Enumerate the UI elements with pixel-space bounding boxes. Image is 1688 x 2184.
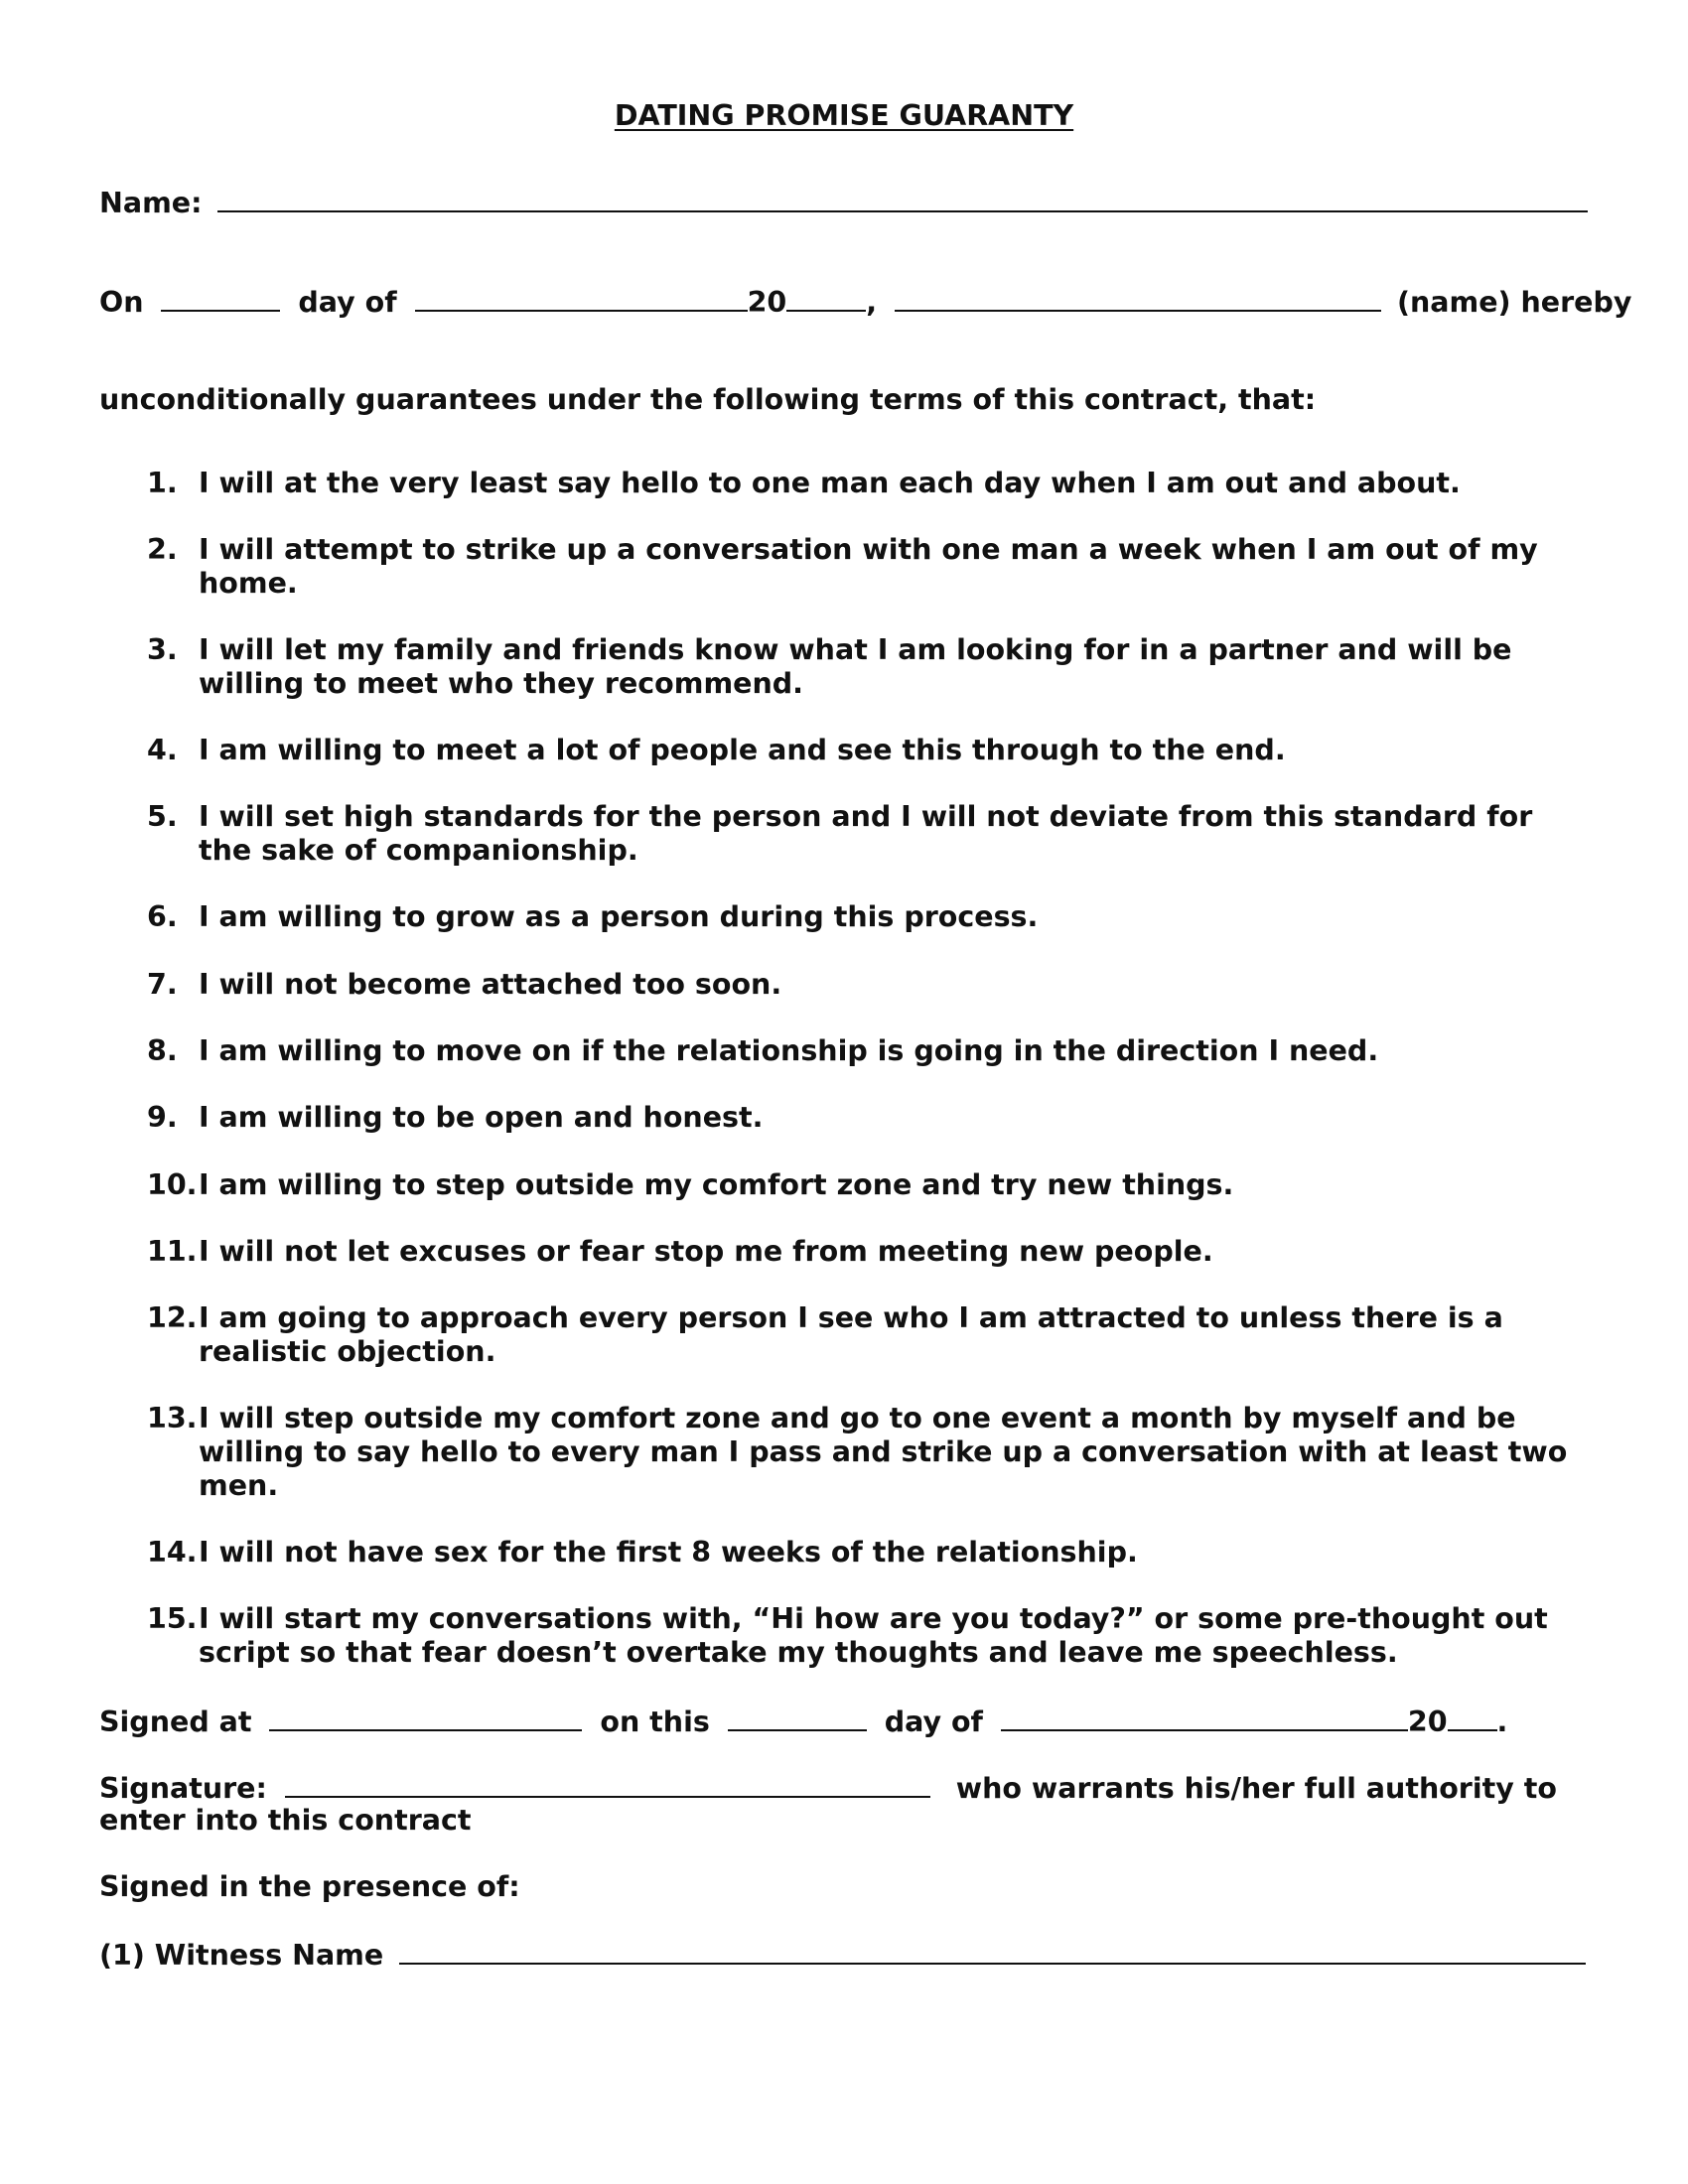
list-item — [147, 633, 1577, 701]
name-label: Name: — [99, 187, 203, 219]
date-line — [99, 284, 1632, 320]
month-blank[interactable] — [415, 284, 748, 312]
item-text: I will not become attached too soon. — [199, 968, 782, 1001]
item-number: 12. — [147, 1301, 198, 1334]
signature-label: Signature: — [99, 1772, 267, 1805]
period-text: . — [1496, 1706, 1508, 1738]
item-text: I will set high standards for the person and I will not deviate from this standard for the sake of companionship. — [199, 800, 1533, 867]
item-number: 10. — [147, 1168, 198, 1201]
day-of-label: day of — [298, 286, 397, 319]
list-item — [147, 1536, 1577, 1570]
name-line — [99, 185, 1589, 220]
item-number: 4. — [147, 734, 178, 766]
item-text: I am going to approach every person I see who I am attracted to unless there is a realistic objection. — [199, 1301, 1503, 1368]
item-text: I will let my family and friends know what I am looking for in a partner and will be willing to meet who they recommend. — [199, 633, 1512, 700]
list-item — [147, 1602, 1577, 1670]
presence-text: Signed in the presence of: — [99, 1870, 520, 1903]
item-number: 15. — [147, 1602, 198, 1635]
name-blank[interactable] — [217, 185, 1588, 212]
day-blank[interactable] — [161, 284, 280, 312]
name-hereby-label: (name) hereby — [1396, 286, 1632, 319]
list-item — [147, 968, 1577, 1002]
item-text: I will attempt to strike up a conversation with one man a week when I am out of my home. — [199, 533, 1538, 600]
list-item — [147, 467, 1577, 500]
list-item — [147, 1301, 1577, 1369]
signed-year-prefix: 20 — [1407, 1706, 1448, 1738]
list-item — [147, 1101, 1577, 1135]
item-text: I will not let excuses or fear stop me from meeting new people. — [199, 1235, 1213, 1268]
item-number: 9. — [147, 1101, 178, 1134]
item-number: 11. — [147, 1235, 198, 1268]
item-number: 14. — [147, 1536, 198, 1569]
list-item — [147, 1235, 1577, 1269]
place-blank[interactable] — [269, 1704, 582, 1731]
item-number: 7. — [147, 968, 178, 1001]
item-text: I will start my conversations with, “Hi how are you today?” or some pre-thought out script so that fear doesn’t overtake my thoughts and leave me speechless. — [199, 1602, 1548, 1669]
item-number: 13. — [147, 1402, 198, 1434]
list-item — [147, 900, 1577, 934]
signed-year-blank[interactable] — [1448, 1704, 1497, 1731]
item-text: I will at the very least say hello to one man each day when I am out and about. — [199, 467, 1461, 499]
list-item — [147, 734, 1577, 767]
list-item — [147, 533, 1577, 601]
witness-label: (1) Witness Name — [99, 1939, 384, 1972]
signed-day-blank[interactable] — [728, 1704, 867, 1731]
witness-name-blank[interactable] — [399, 1937, 1586, 1965]
list-item — [147, 1034, 1577, 1068]
signed-at-label: Signed at — [99, 1706, 252, 1738]
item-number: 2. — [147, 533, 178, 566]
warrants-text: who warrants his/her full authority to — [955, 1772, 1557, 1805]
signature-line — [99, 1770, 1589, 1806]
item-text: I am willing to meet a lot of people and see this through to the end. — [199, 734, 1286, 766]
year-prefix: 20 — [747, 286, 787, 319]
on-label: On — [99, 286, 144, 319]
list-item — [147, 1402, 1577, 1503]
item-number: 1. — [147, 467, 178, 499]
year-blank[interactable] — [786, 284, 866, 312]
item-text: I will step outside my comfort zone and go to one event a month by myself and be willing to say hello to every man I pass and strike up a conversation with at least two men. — [199, 1402, 1568, 1502]
on-this-label: on this — [600, 1706, 710, 1738]
signed-at-line — [99, 1704, 1589, 1739]
comma-text: , — [866, 286, 878, 319]
item-number: 5. — [147, 800, 178, 833]
item-text: I am willing to step outside my comfort zone and try new things. — [199, 1168, 1234, 1201]
item-text: I am willing to move on if the relationship is going in the direction I need. — [199, 1034, 1379, 1067]
document-title: DATING PROMISE GUARANTY — [614, 99, 1074, 132]
item-number: 8. — [147, 1034, 178, 1067]
list-item — [147, 800, 1577, 868]
item-number: 3. — [147, 633, 178, 666]
item-text: I am willing to be open and honest. — [199, 1101, 764, 1134]
person-name-blank[interactable] — [895, 284, 1381, 312]
signature-blank[interactable] — [285, 1770, 930, 1798]
intro-text: unconditionally guarantees under the following terms of this contract, that: — [99, 383, 1317, 416]
signature-continuation: enter into this contract — [99, 1804, 472, 1837]
signed-day-of-label: day of — [884, 1706, 983, 1738]
witness-line — [99, 1937, 1589, 1973]
list-item — [147, 1168, 1577, 1202]
item-text: I will not have sex for the first 8 weeks of the relationship. — [199, 1536, 1138, 1569]
signed-month-blank[interactable] — [1001, 1704, 1408, 1731]
item-text: I am willing to grow as a person during this process. — [199, 900, 1039, 933]
item-number: 6. — [147, 900, 178, 933]
